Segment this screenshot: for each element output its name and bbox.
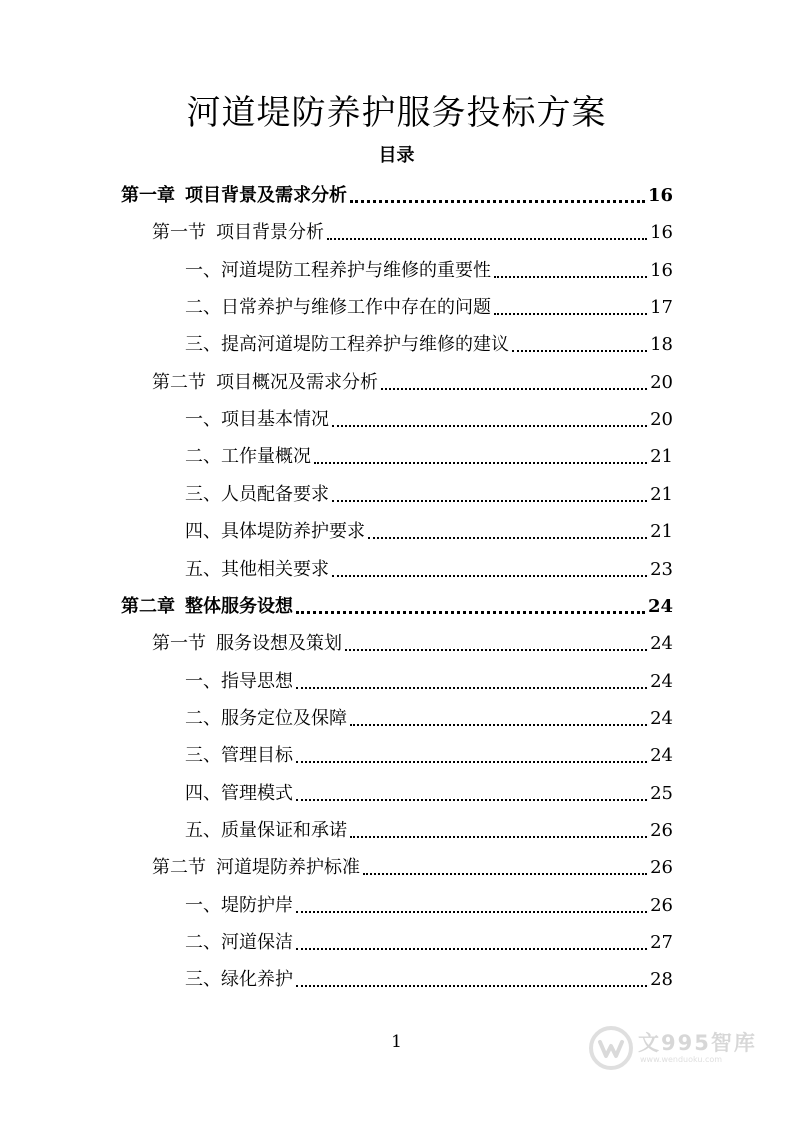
toc-entry-text: 日常养护与维修工作中存在的问题: [221, 297, 491, 319]
toc-page-number: 18: [650, 334, 673, 356]
toc-dot-leader: [512, 350, 647, 352]
toc-entry-label: 第二章: [121, 595, 175, 617]
toc-entry[interactable]: [185, 516, 673, 544]
toc-dot-leader: [494, 313, 647, 315]
toc-entry[interactable]: [185, 703, 673, 731]
toc-entry-label: 三、: [185, 969, 221, 991]
toc-page-number: 24: [650, 745, 673, 767]
toc-dot-leader: [350, 724, 647, 726]
toc-entry-title: [185, 408, 329, 432]
toc-entry[interactable]: [121, 591, 673, 619]
toc-dot-leader: [296, 948, 647, 950]
toc-entry-title: [152, 371, 378, 395]
toc-page-number: 26: [650, 894, 673, 916]
toc-entry[interactable]: [152, 367, 673, 395]
toc-page-number: 24: [647, 595, 673, 617]
toc-entry-label: 二、: [185, 446, 221, 468]
toc-page-number: 28: [650, 969, 673, 991]
toc-entry-label: 一、: [185, 894, 221, 916]
toc-dot-leader: [296, 611, 645, 614]
toc-entry-title: [185, 333, 509, 357]
toc-entry-label: 三、: [185, 745, 221, 767]
toc-entry-text: 服务定位及保障: [221, 707, 347, 729]
toc-entry[interactable]: [121, 180, 673, 208]
wenduo-logo-icon: [588, 1025, 634, 1071]
toc-entry-title: [185, 931, 293, 955]
toc-page-number: 23: [650, 558, 673, 580]
toc-entry-label: 一、: [185, 259, 221, 281]
toc-page-number: 21: [650, 446, 673, 468]
toc-entry[interactable]: [185, 890, 673, 918]
toc-dot-leader: [296, 761, 647, 763]
toc-page-number: 16: [647, 185, 673, 206]
toc-dot-leader: [296, 985, 647, 987]
toc-entry-label: 一、: [185, 670, 221, 692]
toc-dot-leader: [363, 873, 647, 875]
toc-entry-text: 服务设想及策划: [216, 633, 342, 655]
toc-entry-label: 二、: [185, 297, 221, 319]
toc-entry-text: 管理目标: [221, 745, 293, 767]
toc-entry[interactable]: [152, 217, 673, 245]
toc-page-number: 24: [650, 670, 673, 692]
toc-entry-label: 五、: [185, 558, 221, 580]
toc-dot-leader: [332, 575, 647, 577]
toc-entry-title: [185, 819, 347, 843]
toc-page-number: 24: [650, 707, 673, 729]
toc-entry-title: [152, 221, 324, 245]
toc-entry-text: 堤防护岸: [221, 894, 293, 916]
toc-dot-leader: [345, 649, 647, 651]
toc-entry-title: [152, 856, 360, 880]
toc-entry-text: 河道堤防养护标准: [216, 857, 360, 879]
toc-entry-text: 河道堤防工程养护与维修的重要性: [221, 259, 491, 281]
watermark-url: www.wenduoku.com: [640, 1055, 723, 1064]
toc-page-number: 25: [650, 782, 673, 804]
toc-entry-title: [121, 184, 347, 208]
toc-entry[interactable]: [185, 666, 673, 694]
toc-page-number: 16: [650, 259, 673, 281]
toc-entry-text: 指导思想: [221, 670, 293, 692]
toc-page-number: 20: [650, 409, 673, 431]
toc-entry[interactable]: [185, 292, 673, 320]
toc-entry-label: 四、: [185, 782, 221, 804]
toc-page-number: 27: [650, 932, 673, 953]
toc-entry-label: 第一节: [152, 222, 206, 244]
toc-entry[interactable]: [185, 441, 673, 469]
toc-entry[interactable]: [185, 479, 673, 507]
toc-page-number: 21: [650, 483, 673, 505]
toc-dot-leader: [350, 836, 647, 838]
toc-entry-label: 一、: [185, 409, 221, 431]
toc-entry[interactable]: [185, 740, 673, 768]
toc-entry[interactable]: [185, 404, 673, 432]
toc-entry-text: 整体服务设想: [185, 595, 293, 617]
toc-entry-label: 二、: [185, 932, 221, 953]
toc-entry-text: 人员配备要求: [221, 483, 329, 505]
toc-entry-title: [185, 782, 293, 806]
toc-entry-text: 项目概况及需求分析: [216, 371, 378, 393]
toc-dot-leader: [381, 388, 647, 390]
toc-page-number: 21: [650, 521, 673, 543]
toc-entry-title: [185, 483, 329, 507]
toc-entry-label: 四、: [185, 521, 221, 543]
toc-dot-leader: [314, 462, 647, 464]
toc-entry[interactable]: [185, 815, 673, 843]
toc-page-number: 26: [650, 857, 673, 879]
toc-entry[interactable]: [185, 554, 673, 582]
watermark-brand: 文995智库: [638, 1031, 757, 1055]
toc-entry-title: [185, 296, 491, 320]
toc-dot-leader: [296, 799, 647, 801]
toc-entry-text: 项目背景分析: [216, 222, 324, 244]
toc-entry-text: 绿化养护: [221, 969, 293, 991]
document-title: 河道堤防养护服务投标方案: [186, 93, 607, 133]
toc-entry-title: [185, 744, 293, 768]
toc-entry[interactable]: [185, 927, 673, 955]
toc-entry-label: 三、: [185, 483, 221, 505]
toc-entry[interactable]: [152, 628, 673, 656]
toc-entry-label: 第一章: [121, 185, 175, 206]
toc-entry-text: 管理模式: [221, 782, 293, 804]
toc-page-number: 16: [650, 222, 673, 244]
toc-entry-text: 质量保证和承诺: [221, 819, 347, 841]
toc-page-number: 17: [650, 297, 673, 319]
toc-entry-title: [185, 670, 293, 694]
toc-entry-text: 具体堤防养护要求: [221, 521, 365, 543]
toc-entry-title: [152, 632, 342, 656]
toc-page-number: 26: [650, 819, 673, 841]
toc-entry-text: 提高河道堤防工程养护与维修的建议: [221, 334, 509, 356]
toc-entry-label: 第二节: [152, 371, 206, 393]
toc-entry-text: 工作量概况: [221, 446, 311, 468]
toc-entry[interactable]: [185, 329, 673, 357]
toc-entry-label: 二、: [185, 707, 221, 729]
toc-heading: 目录: [378, 145, 415, 166]
toc-entry[interactable]: [152, 852, 673, 880]
toc-entry-label: 第一节: [152, 633, 206, 655]
toc-entry-title: [185, 968, 293, 992]
toc-dot-leader: [494, 276, 647, 278]
toc-entry-title: [185, 520, 365, 544]
toc-entry-title: [185, 558, 329, 582]
toc-entry-text: 河道保洁: [221, 932, 293, 953]
toc-entry[interactable]: [185, 964, 673, 992]
toc-entry-title: [185, 259, 491, 283]
toc-entry-label: 三、: [185, 334, 221, 356]
toc-entry-text: 其他相关要求: [221, 558, 329, 580]
toc-dot-leader: [332, 425, 647, 427]
toc-dot-leader: [296, 687, 647, 689]
toc-dot-leader: [350, 200, 645, 203]
page-number: 1: [391, 1032, 402, 1052]
toc-page-number: 20: [650, 371, 673, 393]
toc-dot-leader: [332, 500, 647, 502]
toc-dot-leader: [296, 911, 647, 913]
toc-dot-leader: [327, 238, 647, 240]
toc-entry-text: 项目背景及需求分析: [185, 185, 347, 206]
toc-entry-title: [185, 894, 293, 918]
toc-entry-title: [121, 595, 293, 619]
toc-dot-leader: [368, 537, 647, 539]
toc-entry[interactable]: [185, 255, 673, 283]
toc-entry-text: 项目基本情况: [221, 409, 329, 431]
toc-entry-label: 第二节: [152, 857, 206, 879]
toc-entry[interactable]: [185, 778, 673, 806]
toc-entry-label: 五、: [185, 819, 221, 841]
toc-page-number: 24: [650, 633, 673, 655]
toc-entry-title: [185, 445, 311, 469]
watermark: [588, 1022, 788, 1074]
toc-entry-title: [185, 707, 347, 731]
